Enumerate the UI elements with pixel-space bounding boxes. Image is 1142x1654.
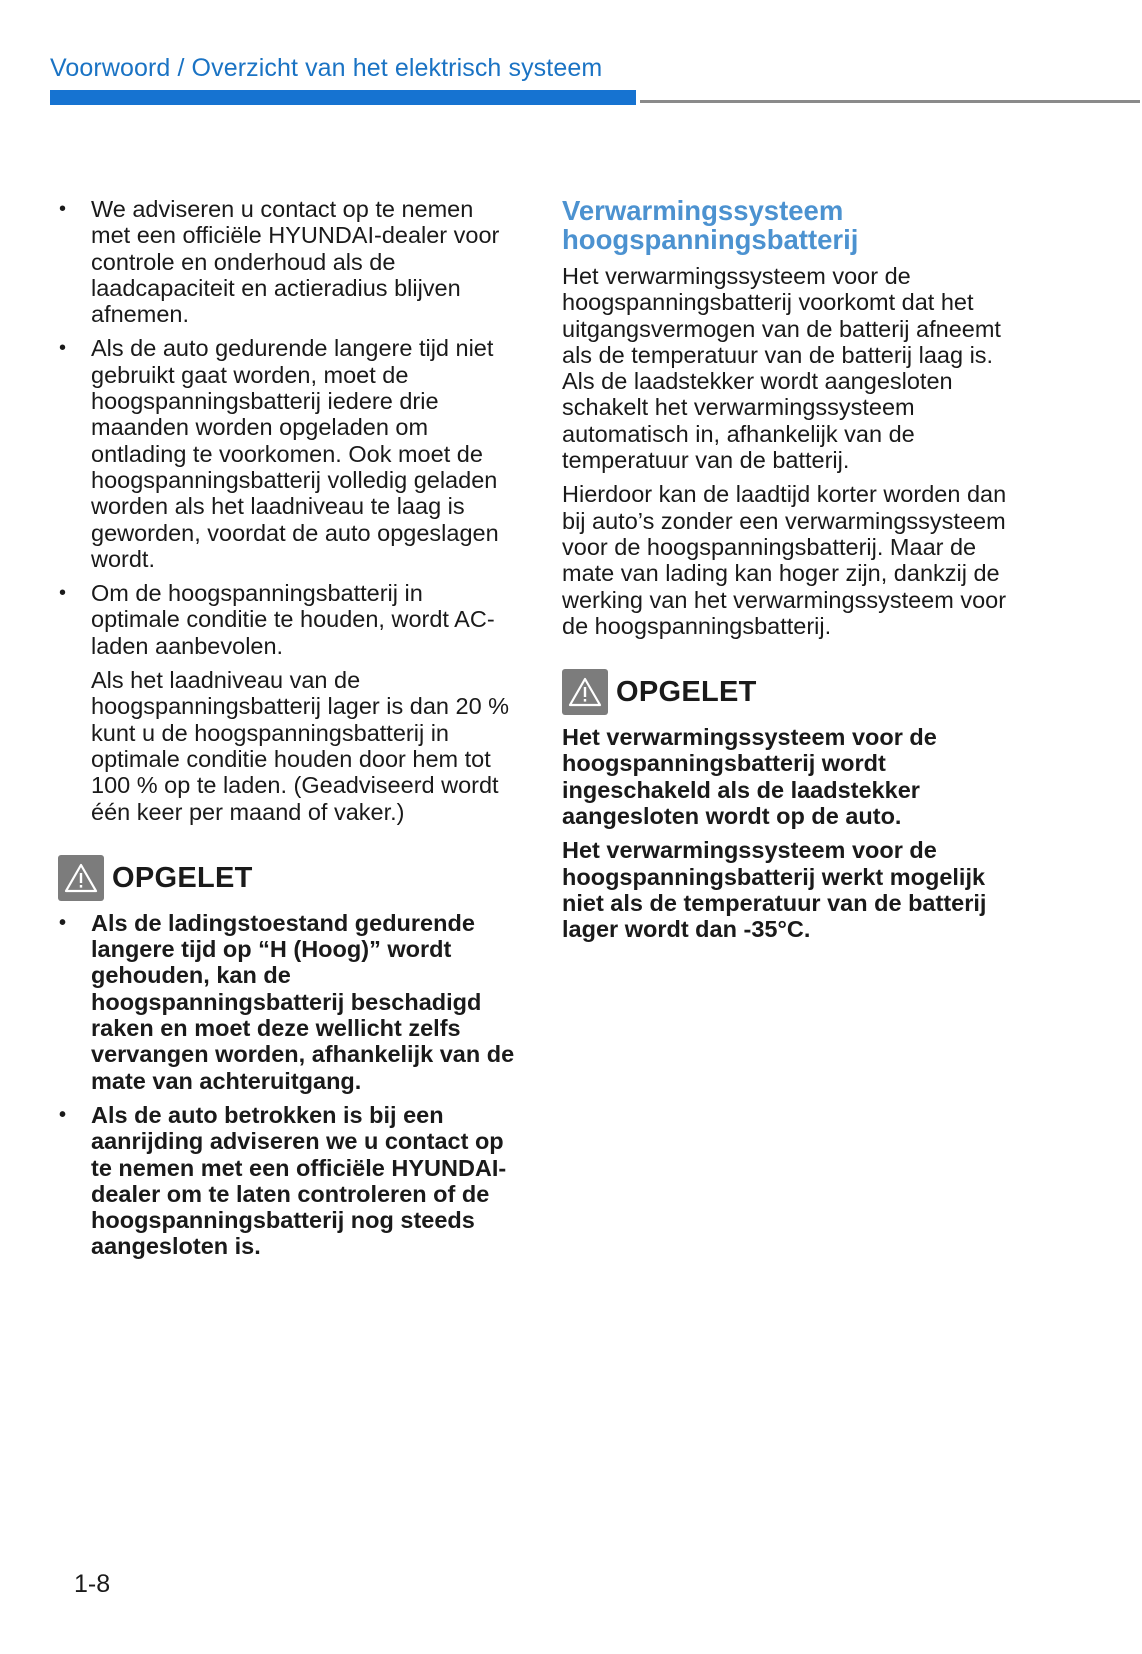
- caution-label: OPGELET: [112, 861, 253, 894]
- body-paragraph: Het verwarmingssysteem voor de hoogspanningsbatterij voorkomt dat het uitgangsvermogen van de batterij afneemt als de temperatuur van de batterij laag is. Als de laadstekker wordt aangesloten schakelt het verwarmingssysteem automatisch in, afhankelijk van de temperatuur van de batterij.: [562, 263, 1001, 474]
- body-paragraph: Hierdoor kan de laadtijd korter worden dan bij auto’s zonder een verwarmingssysteem voor de hoogspanningsbatterij. Maar de mate van lading kan hoger zijn, dankzij de werking van het verwarmingssysteem voor de hoogspanningsbatterij.: [562, 481, 1007, 639]
- right-column: [562, 196, 1012, 951]
- left-column: [58, 196, 518, 1268]
- header-bar-accent: [50, 90, 636, 105]
- section-title-line: Verwarmingssysteem: [562, 195, 844, 226]
- list-item: • Als de ladingstoestand gedurende langere tijd op “H (Hoog)” wordt gehouden, kan de hoogspanningsbatterij beschadigd raken en moet deze wellicht zelfs vervangen worden, afhankelijk van de mate van achteruitgang.: [58, 910, 518, 1094]
- list-item: • Als de auto betrokken is bij een aanrijding adviseren we u contact op te nemen met een officiële HYUNDAI-dealer om te laten controleren of de hoogspanningsbatterij nog steeds aangesloten is.: [58, 1102, 518, 1260]
- page-number: 1-8: [74, 1570, 111, 1598]
- caution-paragraph: Het verwarmingssysteem voor de hoogspanningsbatterij werkt mogelijk niet als de temperatuur van de batterij lager wordt dan -35°C.: [562, 837, 987, 943]
- list-item: • We adviseren u contact op te nemen met een officiële HYUNDAI-dealer voor controle en onderhoud als de laadcapaciteit en actieradius blijven afnemen.: [58, 196, 518, 327]
- caution-header: [58, 855, 518, 901]
- warning-triangle-icon: [58, 855, 104, 901]
- caution-label: OPGELET: [616, 676, 757, 708]
- indented-paragraph: Als het laadniveau van de hoogspanningsbatterij lager is dan 20 % kunt u de hoogspanningsbatterij in optimale conditie houden door hem tot 100 % op te laden. (Geadviseerd wordt één keer per maand of vaker.): [91, 667, 510, 825]
- list-item: • Om de hoogspanningsbatterij in optimale conditie te houden, wordt AC-laden aanbevolen.: [58, 580, 518, 659]
- section-title-line: hoogspanningsbatterij: [562, 224, 859, 255]
- caution-paragraph: Het verwarmingssysteem voor de hoogspanningsbatterij wordt ingeschakeld als de laadstekker aangesloten wordt op de auto.: [562, 724, 937, 830]
- caution-list: [58, 910, 518, 1260]
- warning-triangle-icon: [562, 669, 608, 715]
- caution-header: [562, 669, 1012, 715]
- list-item: • Als de auto gedurende langere tijd niet gebruikt gaat worden, moet de hoogspanningsbatterij iedere drie maanden worden opgeladen om ontlading te voorkomen. Ook moet de hoogspanningsbatterij volledig geladen worden als het laadniveau te laag is geworden, voordat de auto opgeslagen wordt.: [58, 335, 518, 572]
- bullet-list: [58, 196, 518, 659]
- header-title: Voorwoord / Overzicht van het elektrisch systeem: [50, 54, 603, 82]
- caution-box: [562, 669, 1012, 942]
- caution-box: [58, 855, 518, 1260]
- section-title: [562, 196, 1012, 254]
- header-bar-rule: [640, 100, 1140, 103]
